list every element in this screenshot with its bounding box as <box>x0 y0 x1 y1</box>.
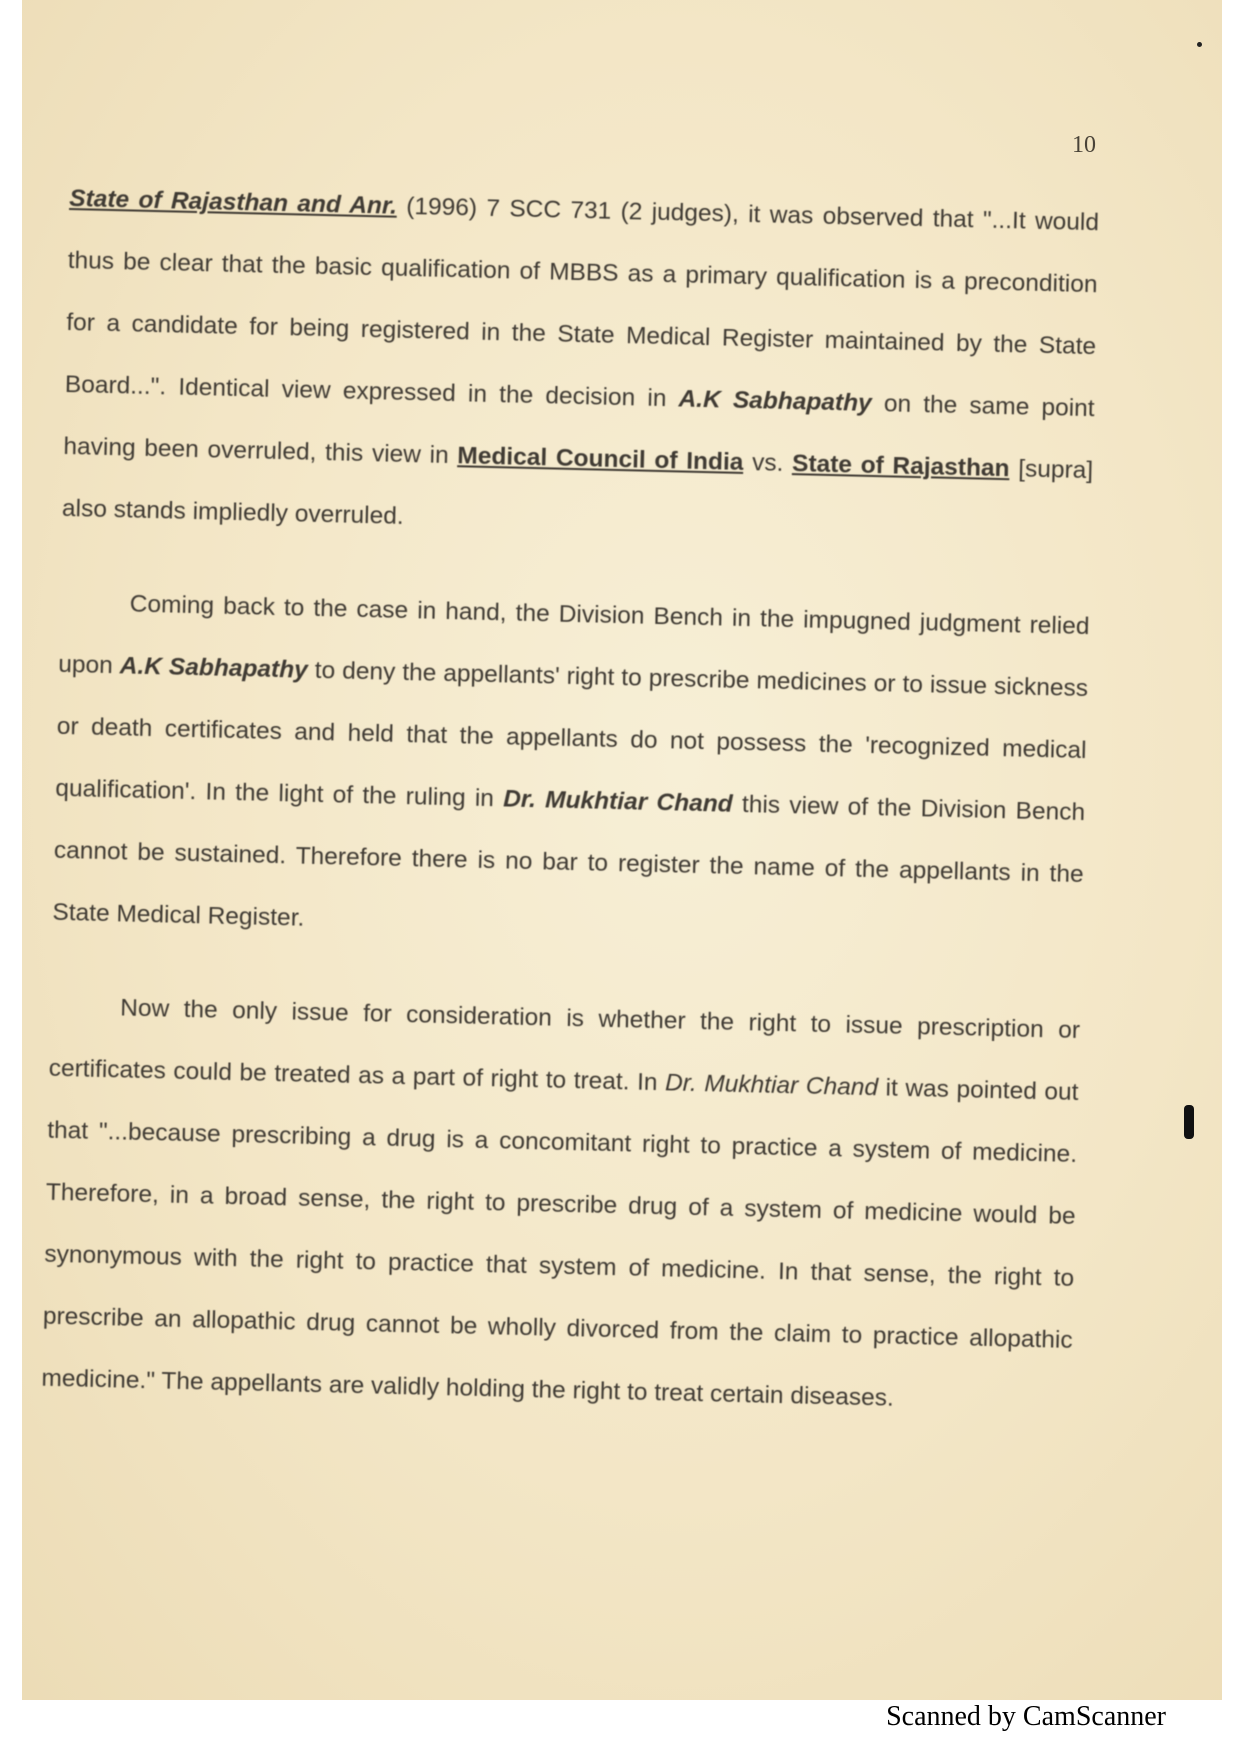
paragraph-1-text-2: on the same point having been overruled, this view in <box>63 389 1095 470</box>
paragraph-1-text-3: [supra] also stands impliedly overruled. <box>61 455 1094 530</box>
paragraph-1-text-1: (1996) 7 SCC 731 (2 judges), it was observed that "...It would thus be clear that the basic qualification of MBBS as a primary qualification is a precondition for a candidate for being registered in the State Medical Register maintained by the State Board...". Identical view expressed in the decision in <box>64 192 1100 413</box>
paragraph-3 <box>41 976 1081 1434</box>
case-name-mukhtiar-chand: Dr. Mukhtiar Chand <box>502 785 734 818</box>
case-name-sabhapathy: A.K Sabhapathy <box>678 385 873 417</box>
paragraph-2-text-1: Coming back to the case in hand, the Division Bench in the impugned judgment relied upon <box>57 590 1090 680</box>
case-name-mci: Medical Council of India <box>457 442 744 476</box>
paragraph-1-vs: vs. <box>743 448 793 478</box>
case-name-sabhapathy-2: A.K Sabhapathy <box>119 652 309 684</box>
document-page <box>22 0 1222 1700</box>
paragraph-2 <box>52 572 1090 968</box>
camscanner-watermark: Scanned by CamScanner <box>886 1701 1166 1732</box>
paragraph-1 <box>61 168 1099 564</box>
paragraph-3-text-1: Now the only issue for consideration is whether the right to issue prescription or certificates could be treated as a part of right to treat. In <box>48 994 1081 1097</box>
paragraph-2-text-2: to deny the appellants' right to prescribe medicines or to issue sickness or death certificates and held that the appellants do not possess the 'recognized medical qualification'. In the light of the ruling in <box>55 656 1089 813</box>
case-name-state: State of Rajasthan <box>791 450 1010 483</box>
paragraph-2-text-3: this view of the Division Bench cannot be sustained. Therefore there is no bar to register the name of the appellants in the State Medical Register. <box>52 790 1086 932</box>
scan-smudge <box>1184 1105 1194 1139</box>
document-body <box>40 168 1100 1466</box>
paragraph-3-text-2: it was pointed out that "...because prescribing a drug is a concomitant right to practice a system of medicine. Therefore, in a broad sense, the right to prescribe drug of a system of medicine would be synonymous with the right to practice that system of medicine. In that sense, the right to prescribe an allopathic drug cannot be wholly divorced from the claim to practice allopathic medicine." The appellants are validly holding the right to treat certain diseases. <box>41 1074 1079 1412</box>
case-name-mukhtiar-chand-2: Dr. Mukhtiar Chand <box>664 1069 879 1102</box>
scan-speck <box>1197 42 1202 47</box>
page-number: 10 <box>1072 132 1096 158</box>
case-name-state-of-rajasthan: State of Rajasthan and Anr. <box>68 184 398 220</box>
